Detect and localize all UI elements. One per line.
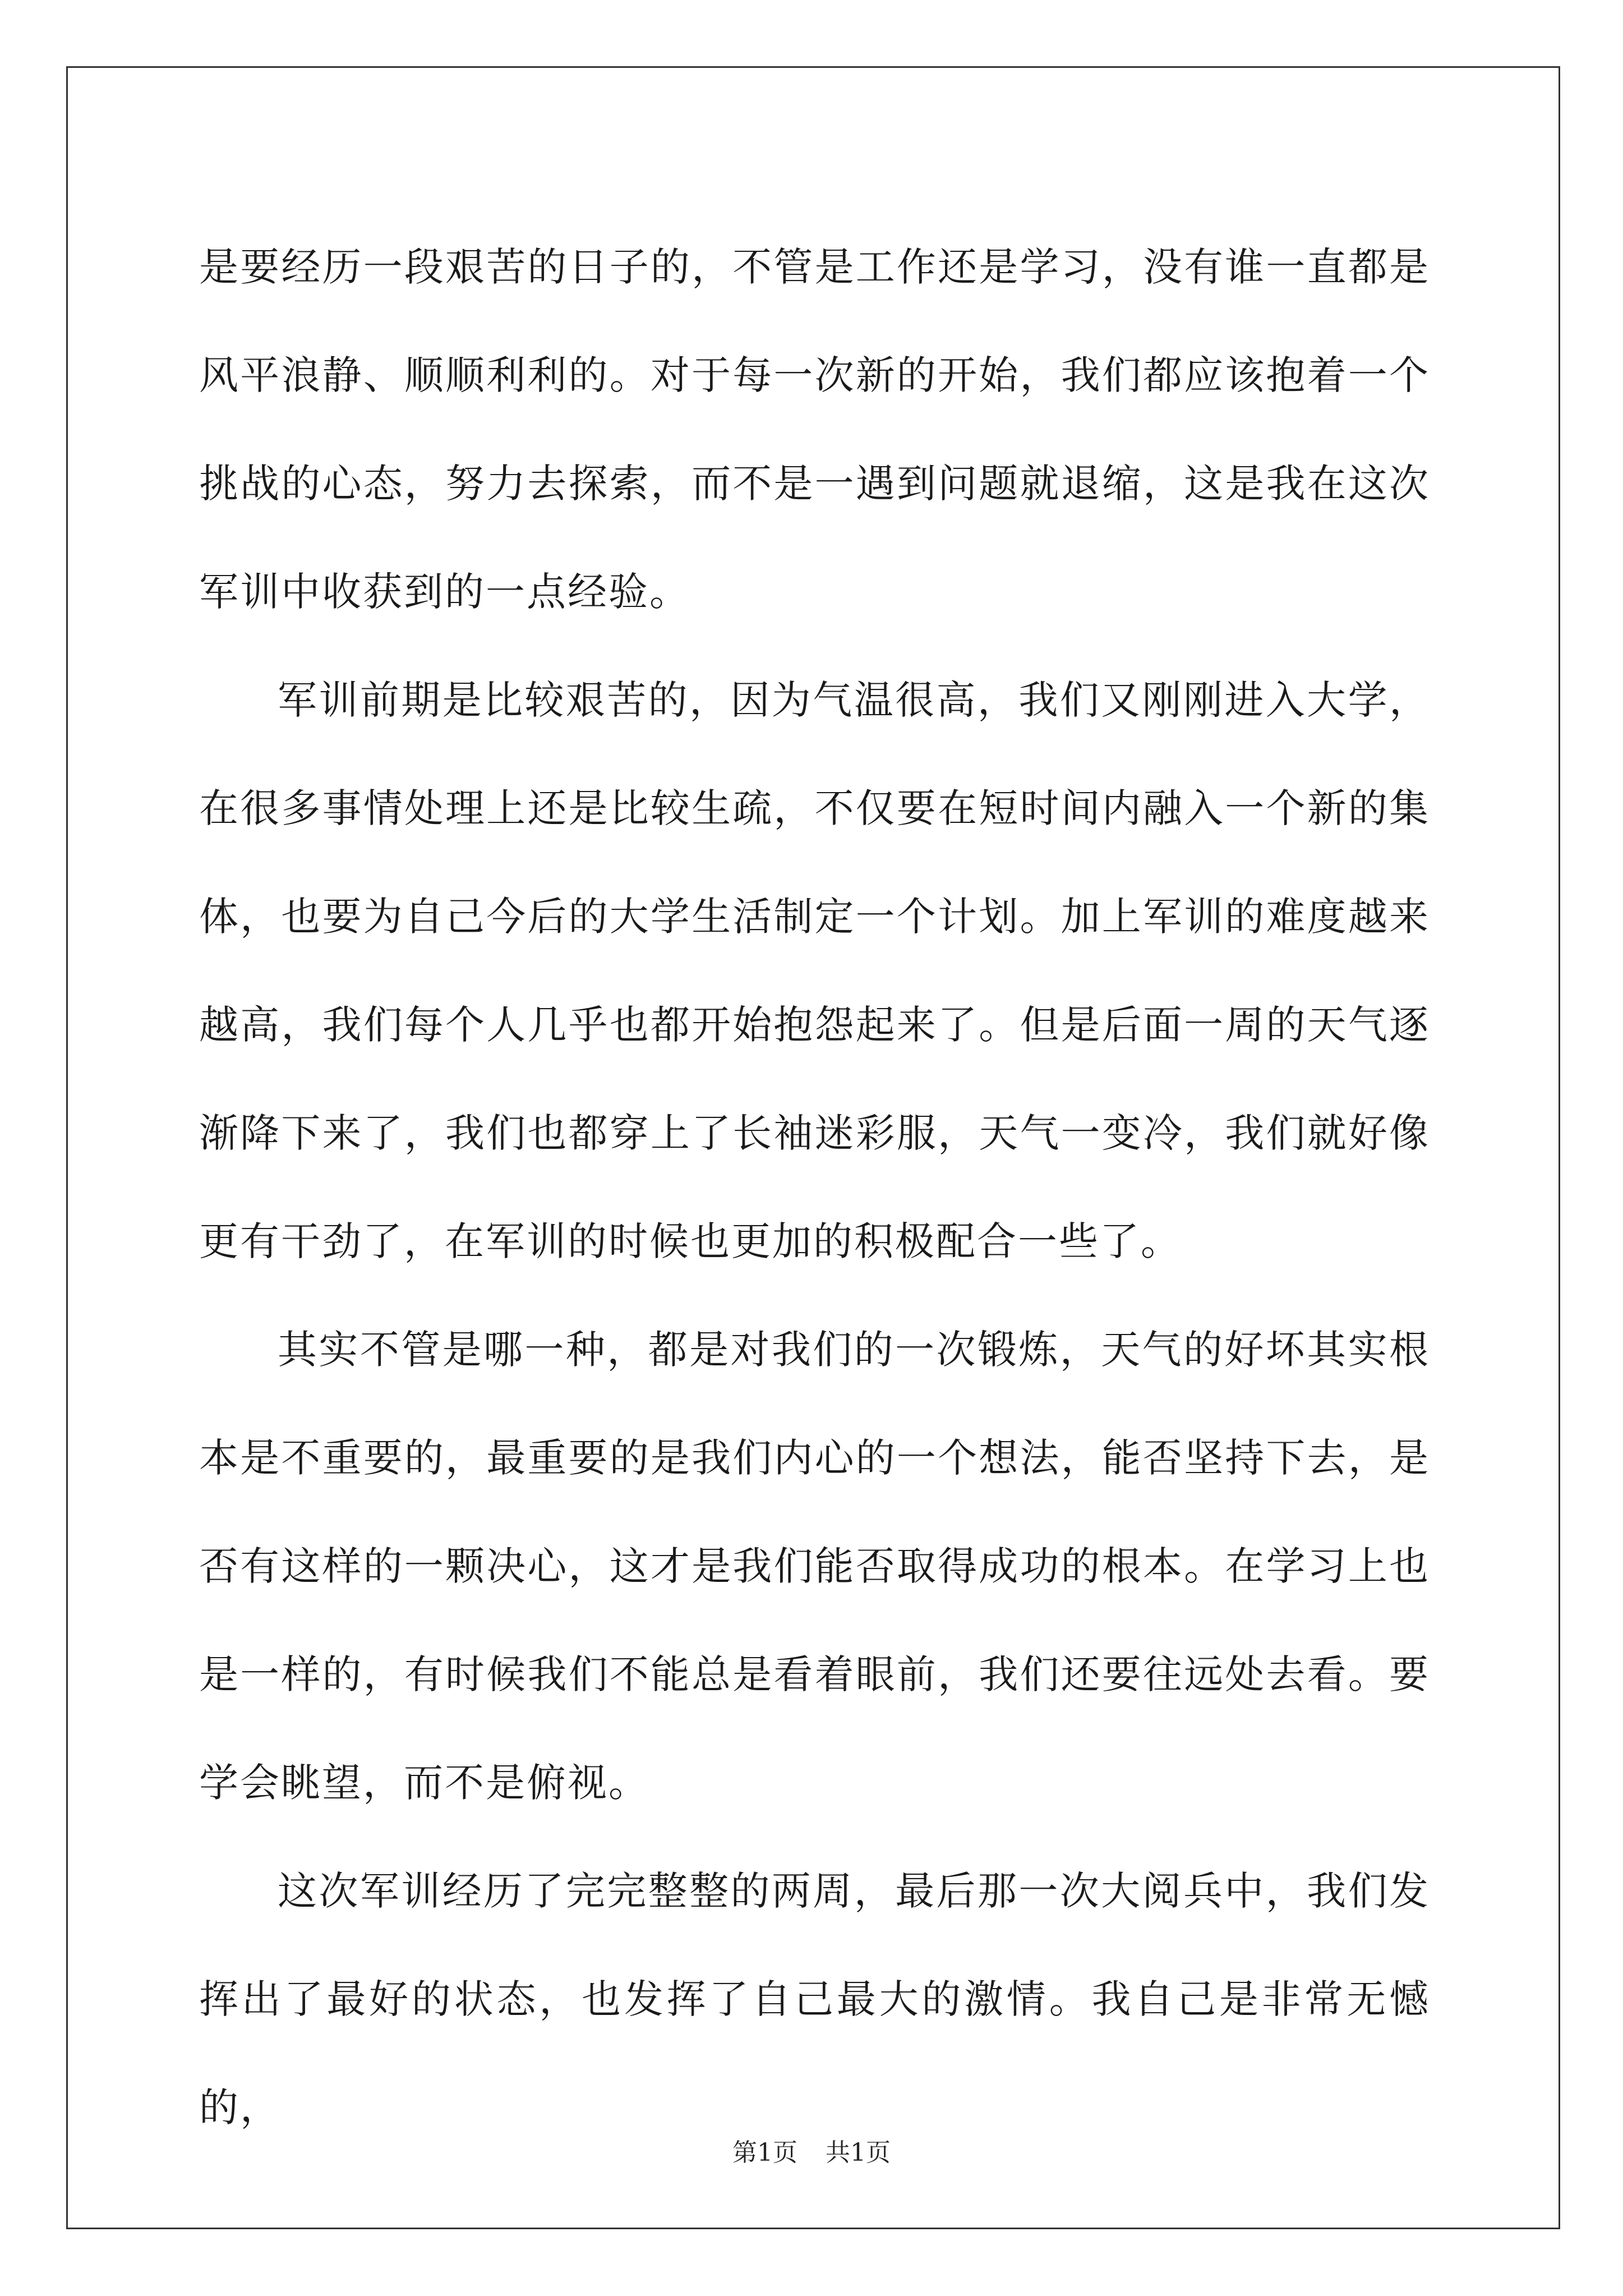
page-number-current: 第1页	[732, 2138, 797, 2167]
page-number-total: 共1页	[826, 2138, 891, 2167]
paragraph-1: 是要经历一段艰苦的日子的，不管是工作还是学习，没有谁一直都是风平浪静、顺顺利利的。对于每一次新的开始，我们都应该抱着一个挑战的心态，努力去探索，而不是一遇到问题就退缩，这是我在这次军训中收获到的一点经验。	[199, 244, 1430, 615]
paragraph-4: 这次军训经历了完完整整的两周，最后那一次大阅兵中，我们发挥出了最好的状态，也发挥了自己最大的激情。我自己是非常无憾的，	[199, 1868, 1430, 2131]
paragraph-3: 其实不管是哪一种，都是对我们的一次锻炼，天气的好坏其实根本是不重要的，最重要的是我们内心的一个想法，能否坚持下去，是否有这样的一颗决心，这才是我们能否取得成功的根本。在学习上也是一样的，有时候我们不能总是看着眼前，我们还要往远处去看。要学会眺望，而不是俯视。	[199, 1327, 1430, 1806]
paragraph-2: 军训前期是比较艰苦的，因为气温很高，我们又刚刚进入大学，在很多事情处理上还是比较生疏，不仅要在短时间内融入一个新的集体，也要为自己今后的大学生活制定一个计划。加上军训的难度越来越高，我们每个人几乎也都开始抱怨起来了。但是后面一周的天气逐渐降下来了，我们也都穿上了长袖迷彩服，天气一变冷，我们就好像更有干劲了，在军训的时候也更加的积极配合一些了。	[199, 677, 1430, 1264]
page-footer	[0, 2136, 1623, 2170]
document-body	[199, 213, 1430, 2162]
